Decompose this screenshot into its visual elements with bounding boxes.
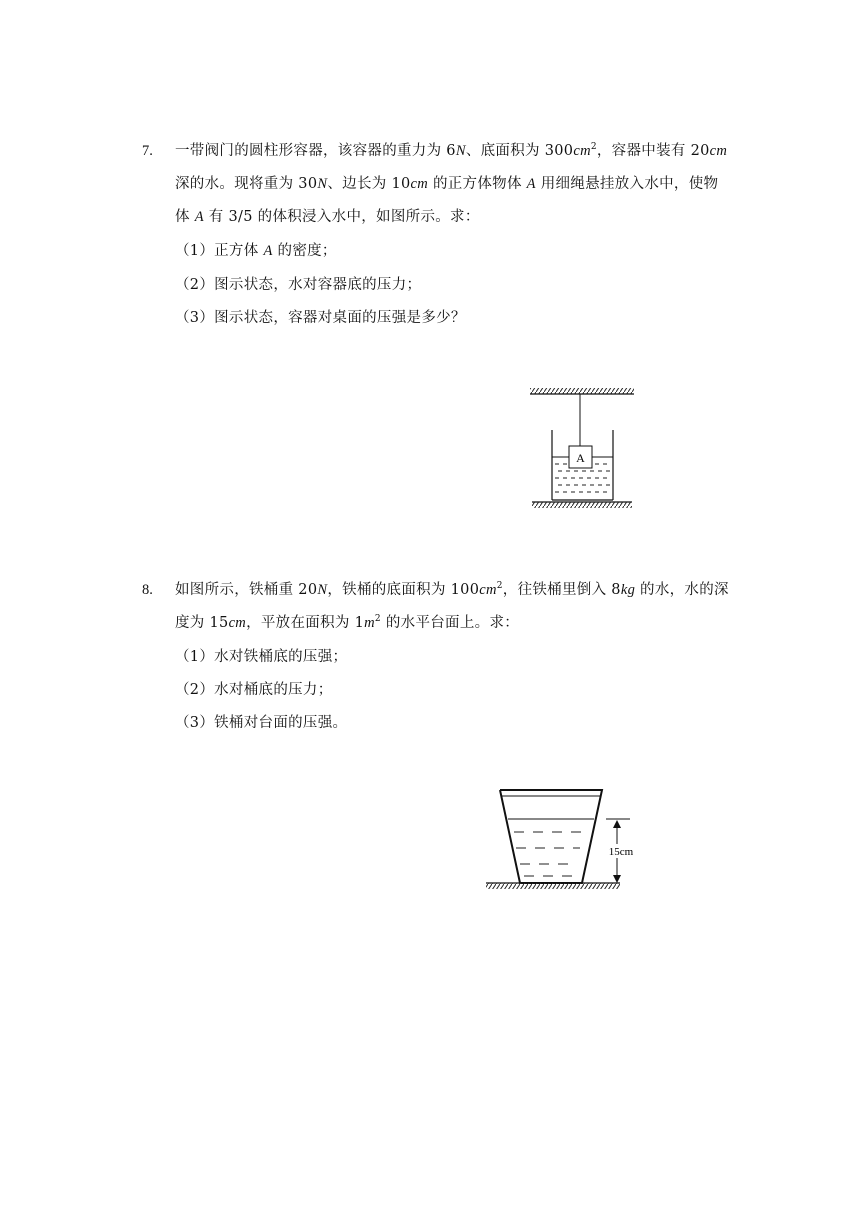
- problem-7-line-2: 深的水。现将重为 30N、边长为 10cm 的正方体物体 A 用细绳悬挂放入水中，使物: [175, 176, 719, 192]
- depth-label: 15cm: [608, 846, 634, 858]
- problem-7-question-1: （1）正方体 A 的密度；: [175, 243, 337, 259]
- cube-label: A: [576, 451, 585, 465]
- ceiling-hatch: [530, 388, 634, 394]
- problem-8-question-1: （1）水对铁桶底的压强；: [175, 649, 348, 665]
- table-hatch: [532, 502, 632, 508]
- problem-7-number: 7.: [142, 143, 153, 159]
- figure-hanging-cube: [520, 380, 645, 515]
- problem-8-line-1: 如图所示，铁桶重 20N，铁桶的底面积为 $100cm^2$，往铁桶里倒入 8kg 的水，水的深: [175, 581, 729, 598]
- depth-arrow-down: [613, 875, 621, 883]
- problem-7-question-2: （2）图示状态，水对容器底的压力；: [175, 277, 422, 293]
- problem-8-line-2: 度为 15cm，平放在面积为 $1m^2$ 的水平台面上。求：: [175, 614, 520, 631]
- problem-8-number: 8.: [142, 582, 153, 598]
- bucket-outline: [500, 790, 602, 883]
- problem-7-line-3: 体 A 有 3/5 的体积浸入水中，如图所示。求：: [175, 209, 480, 225]
- problem-7-line-1: 一带阀门的圆柱形容器，该容器的重力为 6N、底面积为 $300cm^2$，容器中装有 20cm: [175, 142, 728, 159]
- depth-arrow-up: [613, 820, 621, 828]
- ground-hatch: [486, 883, 620, 889]
- problem-8-question-3: （3）铁桶对台面的压强。: [175, 715, 348, 731]
- problem-7-question-3: （3）图示状态，容器对桌面的压强是多少？: [175, 310, 466, 326]
- figure-iron-bucket: [480, 782, 640, 894]
- problem-8-question-2: （2）水对桶底的压力；: [175, 682, 333, 698]
- water-dashes: [514, 832, 581, 876]
